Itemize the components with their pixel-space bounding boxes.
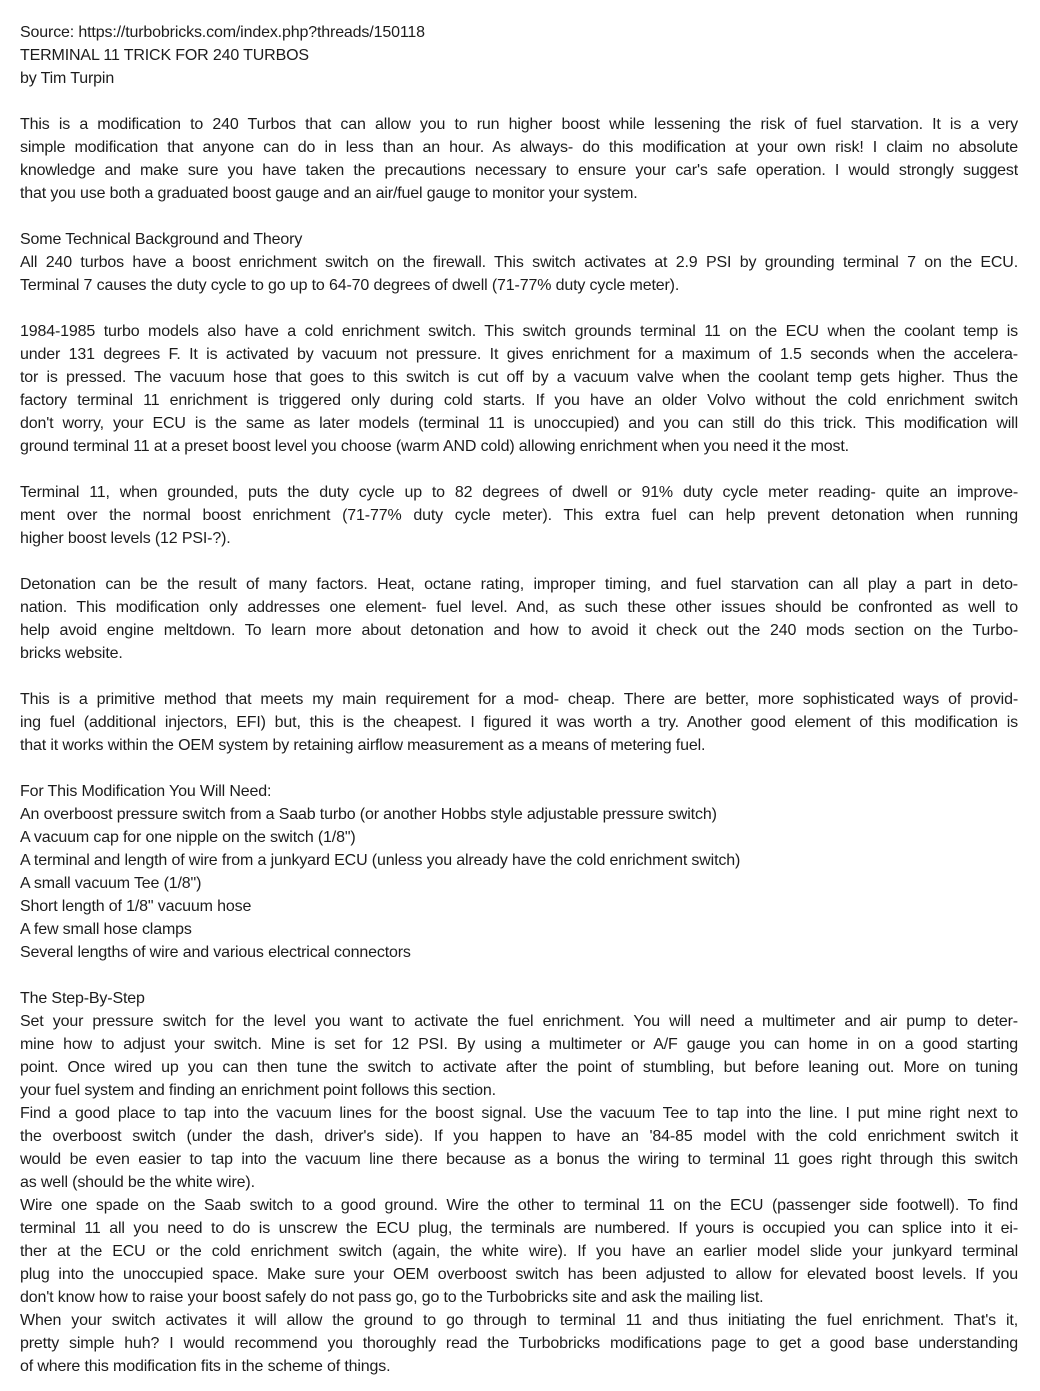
paragraph-step-wiring-line: Wire one spade on the Saab switch to a good ground. Wire the other to terminal 11 on the ECU (passenger side footwell). To find — [20, 1197, 1018, 1214]
paragraph-step-wiring-line: terminal 11 all you need to do is unscrew the ECU plug, the terminals are numbered. If yours is occupied you can splice into it ei- — [20, 1220, 1018, 1237]
intro-paragraph-line: knowledge and make sure you have taken the precautions necessary to ensure your car's safe operation. I would strongly suggest — [20, 162, 1018, 179]
paragraph-terminal11-grounded-line: Terminal 11, when grounded, puts the duty cycle up to 82 degrees of dwell or 91% duty cycle meter reading- quite an improve- — [20, 484, 1018, 501]
paragraph-step-pressure-switch-line: Set your pressure switch for the level you want to activate the fuel enrichment. You will need a multimeter and air pump to deter- — [20, 1013, 1018, 1030]
paragraph-primitive-method-line: This is a primitive method that meets my main requirement for a mod- cheap. There are better, more sophisticated ways of provid- — [20, 691, 1018, 708]
paragraph-cold-enrichment-line: 1984-1985 turbo models also have a cold enrichment switch. This switch grounds terminal 11 on the ECU when the coolant temp is — [20, 323, 1018, 340]
parts-list-line: A few small hose clamps — [20, 921, 192, 938]
intro-paragraph-line: This is a modification to 240 Turbos that can allow you to run higher boost while lessening the risk of fuel starvation. It is a very — [20, 116, 1018, 133]
paragraph-step-conclusion-line: pretty simple huh? I would recommend you thoroughly read the Turbobricks modifications page to get a good base understanding — [20, 1335, 1018, 1352]
paragraph-cold-enrichment-line: factory terminal 11 enrichment is triggered only during cold starts. If you have an older Volvo without the cold enrichment switch — [20, 392, 1018, 409]
paragraph-cold-enrichment-line: ground terminal 11 at a preset boost level you choose (warm AND cold) allowing enrichment when you need it the most. — [20, 438, 849, 455]
document-header-line: by Tim Turpin — [20, 70, 115, 87]
paragraph-step-vacuum-tap-line: as well (should be the white wire). — [20, 1174, 255, 1191]
blank-line — [20, 205, 1018, 228]
blank-line — [20, 90, 1018, 113]
paragraph-step-pressure-switch-line: point. Once wired up you can then tune the switch to activate after the point of stumbling, but before leaning out. More on tuning — [20, 1059, 1018, 1076]
blank-line — [20, 297, 1018, 320]
paragraph-primitive-method-line: ing fuel (additional injectors, EFI) but, this is the cheapest. I figured it was worth a try. Another good element of this modification is — [20, 714, 1018, 731]
section-heading-steps-line: The Step-By-Step — [20, 990, 145, 1007]
paragraph-detonation-line: nation. This modification only addresses one element- fuel level. And, as such these other issues should be confronted as well to — [20, 599, 1018, 616]
paragraph-detonation-line: help avoid engine meltdown. To learn more about detonation and how to avoid it check out the 240 mods section on the Turbo- — [20, 622, 1018, 639]
blank-line — [20, 665, 1018, 688]
paragraph-detonation-line: bricks website. — [20, 645, 123, 662]
intro-paragraph-line: that you use both a graduated boost gauge and an air/fuel gauge to monitor your system. — [20, 185, 638, 202]
paragraph-step-pressure-switch-line: your fuel system and finding an enrichment point follows this section. — [20, 1082, 496, 1099]
paragraph-step-vacuum-tap-line: would be even easier to tap into the vacuum line there because as a bonus the wiring to terminal 11 goes right through this switch — [20, 1151, 1018, 1168]
parts-list-line: Several lengths of wire and various electrical connectors — [20, 944, 411, 961]
paragraph-step-pressure-switch-line: mine how to adjust your switch. Mine is set for 12 PSI. By using a multimeter or A/F gauge you can home in on a good starting — [20, 1036, 1018, 1053]
paragraph-step-wiring-line: don't know how to raise your boost safely do not pass go, go to the Turbobricks site and ask the mailing list. — [20, 1289, 764, 1306]
document-header-line: Source: https://turbobricks.com/index.php?threads/150118 — [20, 24, 425, 41]
section-heading-parts-line: For This Modification You Will Need: — [20, 783, 272, 800]
section-heading-theory-line: Some Technical Background and Theory — [20, 231, 303, 248]
paragraph-step-vacuum-tap-line: the overboost switch (under the dash, driver's side). If you happen to have an '84-85 model with the cold enrichment switch it — [20, 1128, 1018, 1145]
paragraph-cold-enrichment-line: tor is pressed. The vacuum hose that goes to this switch is cut off by a vacuum valve when the coolant temp gets higher. Thus the — [20, 369, 1018, 386]
paragraph-step-wiring-line: plug into the unoccupied space. Make sure your OEM overboost switch has been adjusted to allow for elevated boost levels. If you — [20, 1266, 1018, 1283]
parts-list-line: A small vacuum Tee (1/8") — [20, 875, 202, 892]
paragraph-cold-enrichment-line: don't worry, your ECU is the same as later models (terminal 11 is unoccupied) and you can still do this trick. This modification will — [20, 415, 1018, 432]
paragraph-step-conclusion-line: When your switch activates it will allow the ground to go through to terminal 11 and thus initiating the fuel enrichment. That's it, — [20, 1312, 1018, 1329]
paragraph-detonation-line: Detonation can be the result of many factors. Heat, octane rating, improper timing, and fuel starvation can all play a part in deto- — [20, 576, 1018, 593]
paragraph-cold-enrichment-line: under 131 degrees F. It is activated by vacuum not pressure. It gives enrichment for a maximum of 1.5 seconds when the accelera- — [20, 346, 1018, 363]
document-header-line: TERMINAL 11 TRICK FOR 240 TURBOS — [20, 47, 309, 64]
paragraph-step-conclusion-line: of where this modification fits in the scheme of things. — [20, 1358, 391, 1375]
paragraph-step-vacuum-tap-line: Find a good place to tap into the vacuum lines for the boost signal. Use the vacuum Tee to tap into the line. I put mine right next to — [20, 1105, 1018, 1122]
blank-line — [20, 458, 1018, 481]
paragraph-step-wiring-line: ther at the ECU or the cold enrichment switch (again, the white wire). If you have an earlier model slide your junkyard terminal — [20, 1243, 1018, 1260]
parts-list-line: Short length of 1/8" vacuum hose — [20, 898, 252, 915]
paragraph-boost-enrichment-line: Terminal 7 causes the duty cycle to go up to 64-70 degrees of dwell (71-77% duty cycle meter). — [20, 277, 680, 294]
paragraph-terminal11-grounded-line: ment over the normal boost enrichment (71-77% duty cycle meter). This extra fuel can help prevent detonation when running — [20, 507, 1018, 524]
paragraph-boost-enrichment-line: All 240 turbos have a boost enrichment switch on the firewall. This switch activates at 2.9 PSI by grounding terminal 7 on the ECU. — [20, 254, 1018, 271]
intro-paragraph-line: simple modification that anyone can do in less than an hour. As always- do this modification at your own risk! I claim no absolute — [20, 139, 1018, 156]
blank-line — [20, 757, 1018, 780]
parts-list-line: An overboost pressure switch from a Saab turbo (or another Hobbs style adjustable pressure switch) — [20, 806, 717, 823]
paragraph-primitive-method-line: that it works within the OEM system by retaining airflow measurement as a means of metering fuel. — [20, 737, 706, 754]
parts-list-line: A vacuum cap for one nipple on the switch (1/8") — [20, 829, 356, 846]
parts-list-line: A terminal and length of wire from a junkyard ECU (unless you already have the cold enrichment switch) — [20, 852, 741, 869]
blank-line — [20, 550, 1018, 573]
paragraph-terminal11-grounded-line: higher boost levels (12 PSI-?). — [20, 530, 231, 547]
blank-line — [20, 964, 1018, 987]
